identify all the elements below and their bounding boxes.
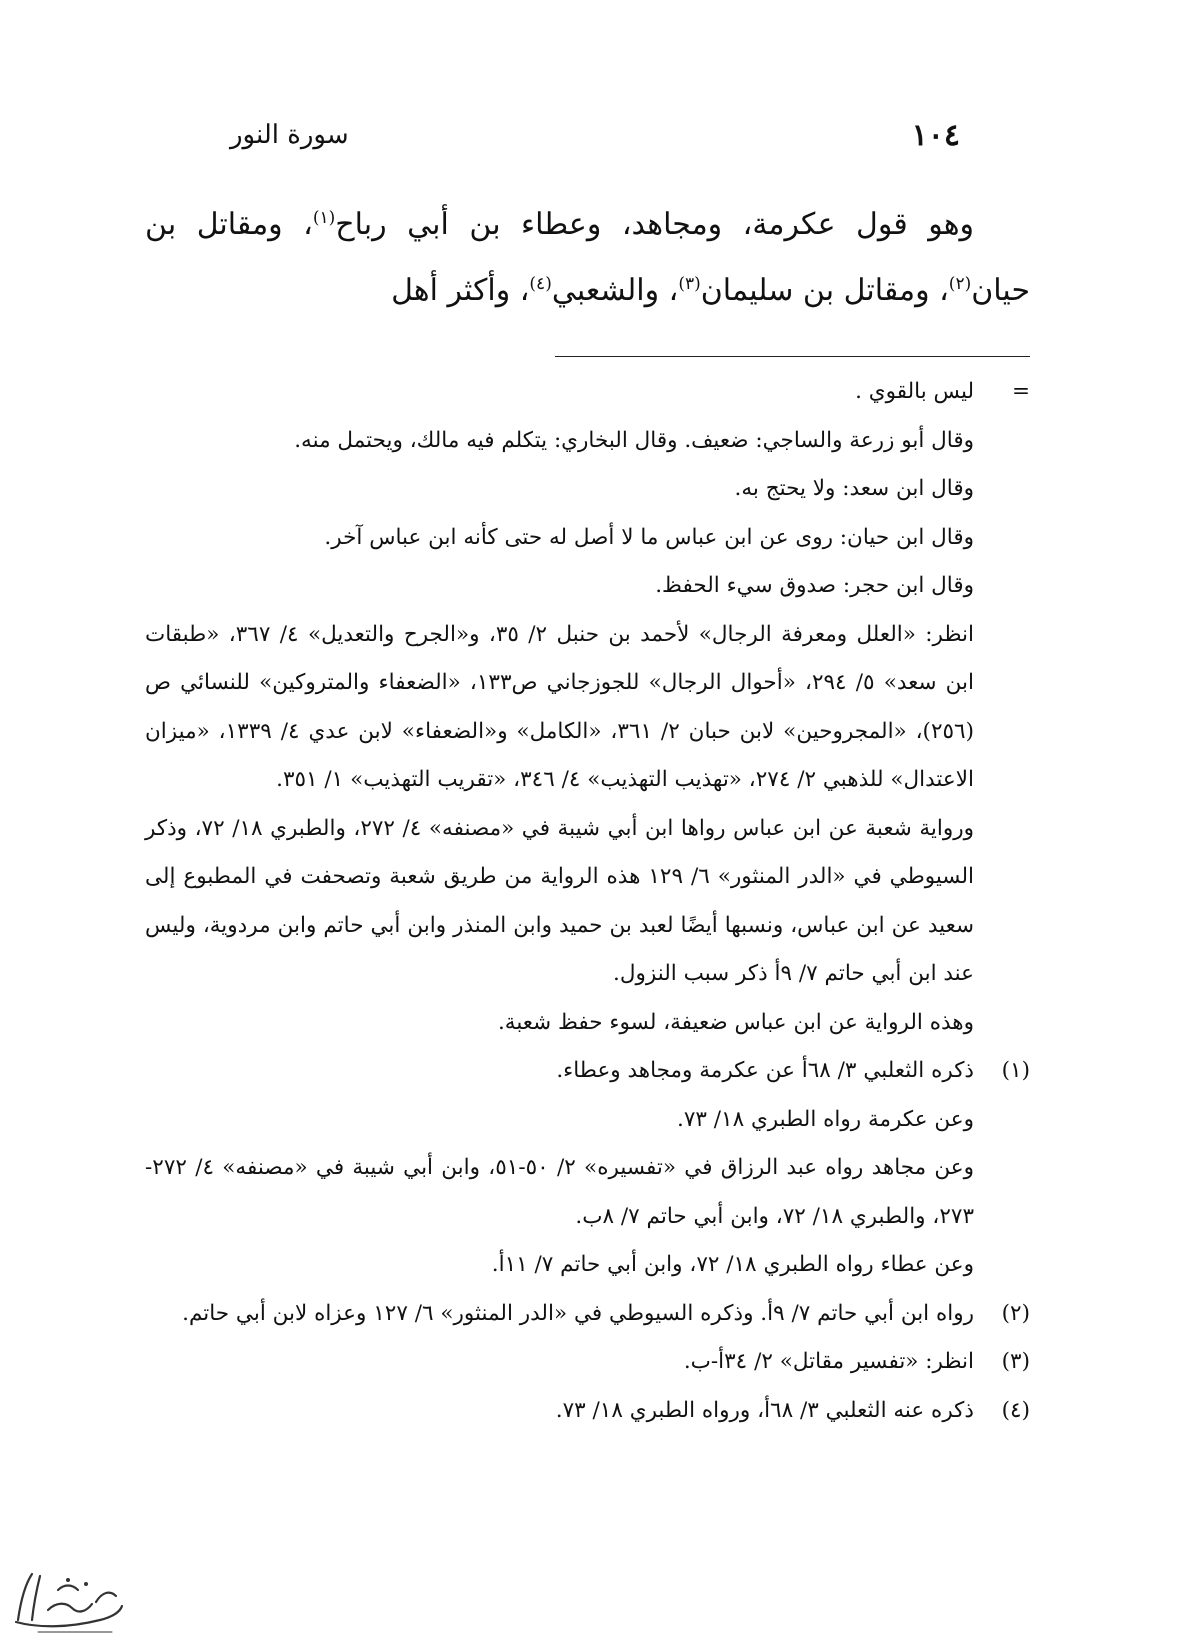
footnote-1 (145, 1047, 1030, 1290)
footnote-line: ذكره الثعلبي ٣/ ٦٨أ عن عكرمة ومجاهد وعطاء. (556, 1058, 974, 1083)
footnote-line: انظر: «تفسير مقاتل» ٢/ ٣٤أ-ب. (683, 1349, 974, 1374)
footnote-marker: (٢) (1001, 1300, 1030, 1326)
footnote-line: وقال ابن حيان: روى عن ابن عباس ما لا أصل له حتى كأنه ابن عباس آخر. (324, 524, 974, 550)
footnote-marker: (١) (1001, 1058, 1030, 1083)
footnote-separator (555, 356, 1030, 357)
page-number: ١٠٤ (911, 118, 960, 153)
footnote-ref-4[interactable]: (٤) (529, 274, 552, 294)
main-paragraph (145, 192, 1030, 324)
running-title: سورة النور (230, 120, 349, 150)
footnote-continued (145, 368, 1030, 1047)
footnote-ref-3[interactable]: (٣) (678, 274, 701, 294)
footnote-line: وعن عكرمة رواه الطبري ١٨/ ٧٣. (676, 1106, 974, 1132)
footnote-body (145, 1387, 974, 1436)
footnotes (145, 368, 1030, 1435)
main-text-part: ، ومقاتل بن حيان (145, 207, 1030, 308)
footnote-line: وعن مجاهد رواه عبد الرزاق في «تفسيره» ٢/ ٥٠-٥١، وابن أبي شيبة في «مصنفه» ٤/ ٢٧٢- ٢٧٣، والطبري ١٨/ ٧٢، وابن أبي حاتم ٧/ ٨ب. (145, 1155, 974, 1229)
footnote-line: ورواية شعبة عن ابن عباس رواها ابن أبي شيبة في «مصنفه» ٤/ ٢٧٢، والطبري ١٨/ ٧٢، وذكر السيوطي في «الدر المنثور» ٦/ ١٢٩ هذه الرواية من طريق شعبة وتصحفت في المطبوع إلى سعيد عن ابن عباس، ونسبها أيضًا لعبد بن حميد وابن المنذر وابن أبي حاتم وابن مردوية، وليس عند ابن أبي حاتم ٧/ ٩أ ذكر سبب النزول. (145, 815, 975, 986)
main-text-part: ، والشعبي (551, 273, 679, 308)
main-text-part: ، وأكثر أهل (391, 273, 530, 308)
page-header (230, 118, 960, 158)
footnote-ref-2[interactable]: (٢) (948, 274, 972, 294)
footnote-line: انظر: «العلل ومعرفة الرجال» لأحمد بن حنبل ٢/ ٣٥، و«الجرح والتعديل» ٤/ ٣٦٧، «طبقات ابن سعد» ٥/ ٢٩٤، «أحوال الرجال» للجوزجاني ص١٣٣، «الضعفاء والمتروكين» للنسائي ص (٢٥٦)، «المجروحين» لابن حبان ٢/ ٣٦١، «الكامل» و«الضعفاء» لابن عدي ٤/ ١٣٣٩، «ميزان الاعتدال» للذهبي ٢/ ٢٧٤، «تهذيب التهذيب» ٤/ ٣٤٦، «تقريب التهذيب» ١/ ٣٥١. (145, 621, 974, 792)
footnote-line: وقال ابن سعد: ولا يحتج به. (734, 476, 974, 501)
footnote-body (145, 1290, 974, 1339)
footnote-2 (145, 1290, 1030, 1339)
continuation-marker: = (1011, 379, 1030, 404)
main-text-part: ، ومقاتل بن سليمان (700, 273, 949, 308)
footnote-marker: (٤) (1001, 1397, 1030, 1423)
footnote-marker: (٣) (1001, 1349, 1030, 1374)
footnote-line: وقال أبو زرعة والساجي: ضعيف. وقال البخاري: يتكلم فيه مالك، ويحتمل منه. (294, 427, 974, 453)
footnote-body (145, 1047, 974, 1290)
footnote-line: وعن عطاء رواه الطبري ١٨/ ٧٢، وابن أبي حاتم ٧/ ١١أ. (491, 1252, 974, 1277)
footnote-4 (145, 1387, 1030, 1436)
footnote-line: وهذه الرواية عن ابن عباس ضعيفة، لسوء حفظ شعبة. (497, 1009, 974, 1035)
footnote-line: رواه ابن أبي حاتم ٧/ ٩أ. وذكره السيوطي في «الدر المنثور» ٦/ ١٢٧ وعزاه لابن أبي حاتم. (182, 1300, 974, 1326)
footnote-line: ذكره عنه الثعلبي ٣/ ٦٨أ، ورواه الطبري ١٨/ ٧٣. (555, 1397, 974, 1423)
footnote-body (145, 368, 974, 1047)
footnote-3 (145, 1338, 1030, 1387)
footnote-ref-1[interactable]: (١) (312, 208, 336, 228)
main-text-part: وهو قول عكرمة، ومجاهد، وعطاء بن أبي رباح (335, 207, 974, 242)
footnote-line: ليس بالقوي . (855, 379, 974, 404)
footnote-body (145, 1338, 974, 1387)
calligraphy-logo-icon (8, 1562, 128, 1640)
footnote-line: وقال ابن حجر: صدوق سيء الحفظ. (655, 573, 974, 598)
main-text (145, 192, 1030, 324)
